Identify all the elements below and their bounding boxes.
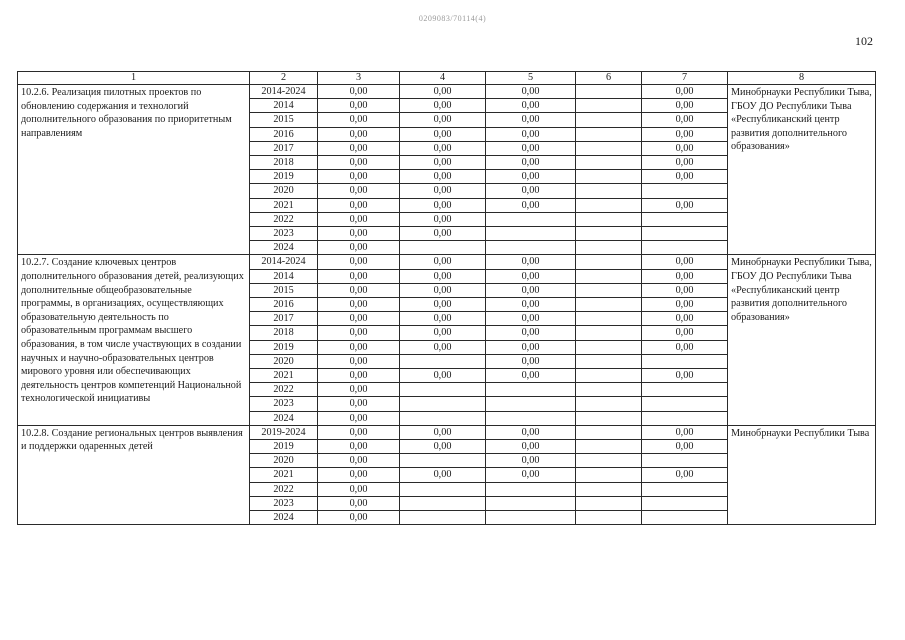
amount-cell: 0,00 [400, 227, 486, 241]
period-cell: 2016 [250, 127, 318, 141]
period-cell: 2014 [250, 99, 318, 113]
amount-cell [576, 227, 642, 241]
period-cell: 2014-2024 [250, 85, 318, 99]
amount-cell: 0,00 [318, 156, 400, 170]
amount-cell [576, 468, 642, 482]
amount-cell [642, 411, 728, 425]
period-cell: 2014 [250, 269, 318, 283]
amount-cell: 0,00 [400, 141, 486, 155]
period-cell: 2021 [250, 468, 318, 482]
amount-cell [576, 283, 642, 297]
amount-cell: 0,00 [642, 113, 728, 127]
amount-cell [642, 397, 728, 411]
amount-cell [576, 127, 642, 141]
amount-cell: 0,00 [486, 113, 576, 127]
amount-cell: 0,00 [642, 141, 728, 155]
amount-cell [642, 354, 728, 368]
period-cell: 2020 [250, 354, 318, 368]
amount-cell [486, 397, 576, 411]
amount-cell: 0,00 [486, 468, 576, 482]
amount-cell: 0,00 [318, 141, 400, 155]
header-row [18, 72, 876, 85]
amount-cell [486, 411, 576, 425]
amount-cell [576, 184, 642, 198]
amount-cell [642, 241, 728, 255]
period-cell: 2024 [250, 511, 318, 525]
amount-cell: 0,00 [318, 454, 400, 468]
table-row [18, 425, 876, 439]
amount-cell: 0,00 [642, 312, 728, 326]
period-cell: 2022 [250, 482, 318, 496]
amount-cell [486, 482, 576, 496]
period-cell: 2019 [250, 440, 318, 454]
amount-cell: 0,00 [642, 198, 728, 212]
amount-cell: 0,00 [400, 85, 486, 99]
amount-cell: 0,00 [318, 212, 400, 226]
amount-cell: 0,00 [400, 468, 486, 482]
amount-cell: 0,00 [642, 127, 728, 141]
amount-cell: 0,00 [318, 269, 400, 283]
amount-cell [576, 170, 642, 184]
amount-cell [486, 212, 576, 226]
amount-cell: 0,00 [486, 312, 576, 326]
amount-cell [642, 184, 728, 198]
amount-cell [576, 99, 642, 113]
amount-cell [576, 326, 642, 340]
amount-cell: 0,00 [318, 198, 400, 212]
amount-cell: 0,00 [318, 312, 400, 326]
period-cell: 2017 [250, 141, 318, 155]
column-header: 6 [576, 72, 642, 85]
amount-cell: 0,00 [400, 255, 486, 269]
amount-cell: 0,00 [318, 354, 400, 368]
amount-cell: 0,00 [486, 369, 576, 383]
amount-cell: 0,00 [486, 198, 576, 212]
amount-cell: 0,00 [318, 468, 400, 482]
amount-cell: 0,00 [318, 496, 400, 510]
period-cell: 2019 [250, 340, 318, 354]
amount-cell [642, 383, 728, 397]
amount-cell [486, 496, 576, 510]
executor-cell: Минобрнауки Республики Тыва [728, 425, 876, 524]
amount-cell: 0,00 [400, 156, 486, 170]
amount-cell: 0,00 [642, 283, 728, 297]
amount-cell [576, 212, 642, 226]
amount-cell [576, 141, 642, 155]
amount-cell: 0,00 [318, 397, 400, 411]
period-cell: 2021 [250, 369, 318, 383]
measure-description: 10.2.8. Создание региональных центров выявления и поддержки одаренных детей [18, 425, 250, 524]
amount-cell: 0,00 [486, 454, 576, 468]
amount-cell [576, 198, 642, 212]
amount-cell [576, 440, 642, 454]
amount-cell [400, 454, 486, 468]
amount-cell: 0,00 [642, 425, 728, 439]
amount-cell: 0,00 [318, 440, 400, 454]
amount-cell: 0,00 [642, 269, 728, 283]
amount-cell: 0,00 [318, 369, 400, 383]
period-cell: 2019-2024 [250, 425, 318, 439]
amount-cell: 0,00 [400, 369, 486, 383]
amount-cell: 0,00 [318, 170, 400, 184]
amount-cell [576, 411, 642, 425]
column-header: 1 [18, 72, 250, 85]
amount-cell: 0,00 [318, 511, 400, 525]
amount-cell [576, 340, 642, 354]
amount-cell [576, 397, 642, 411]
amount-cell: 0,00 [400, 170, 486, 184]
period-cell: 2024 [250, 241, 318, 255]
amount-cell [576, 425, 642, 439]
amount-cell: 0,00 [318, 411, 400, 425]
amount-cell: 0,00 [400, 298, 486, 312]
amount-cell: 0,00 [486, 85, 576, 99]
period-cell: 2016 [250, 298, 318, 312]
amount-cell [400, 511, 486, 525]
amount-cell: 0,00 [400, 198, 486, 212]
amount-cell: 0,00 [642, 170, 728, 184]
amount-cell: 0,00 [642, 369, 728, 383]
amount-cell: 0,00 [400, 184, 486, 198]
amount-cell: 0,00 [318, 227, 400, 241]
period-cell: 2023 [250, 397, 318, 411]
amount-cell: 0,00 [486, 127, 576, 141]
executor-cell: Минобрнауки Республики Тыва, ГБОУ ДО Республики Тыва «Республиканский центр развития дополнительного образования» [728, 255, 876, 425]
amount-cell: 0,00 [486, 326, 576, 340]
amount-cell: 0,00 [400, 269, 486, 283]
amount-cell [576, 454, 642, 468]
period-cell: 2019 [250, 170, 318, 184]
amount-cell [576, 298, 642, 312]
period-cell: 2014-2024 [250, 255, 318, 269]
amount-cell: 0,00 [486, 269, 576, 283]
page-number: 102 [855, 34, 873, 48]
amount-cell: 0,00 [318, 113, 400, 127]
column-header: 5 [486, 72, 576, 85]
amount-cell [400, 411, 486, 425]
amount-cell [400, 241, 486, 255]
amount-cell: 0,00 [318, 241, 400, 255]
measure-description: 10.2.6. Реализация пилотных проектов по обновлению содержания и технологий дополнительного образования по приоритетным направлениям [18, 85, 250, 255]
amount-cell: 0,00 [400, 99, 486, 113]
column-header: 3 [318, 72, 400, 85]
period-cell: 2015 [250, 113, 318, 127]
amount-cell: 0,00 [486, 440, 576, 454]
amount-cell: 0,00 [642, 468, 728, 482]
column-header: 2 [250, 72, 318, 85]
amount-cell [642, 496, 728, 510]
amount-cell: 0,00 [642, 255, 728, 269]
period-cell: 2018 [250, 326, 318, 340]
amount-cell [576, 113, 642, 127]
amount-cell: 0,00 [318, 383, 400, 397]
amount-cell: 0,00 [318, 283, 400, 297]
amount-cell: 0,00 [486, 99, 576, 113]
amount-cell [400, 482, 486, 496]
amount-cell [642, 454, 728, 468]
amount-cell: 0,00 [486, 425, 576, 439]
amount-cell: 0,00 [486, 184, 576, 198]
amount-cell: 0,00 [318, 99, 400, 113]
period-cell: 2022 [250, 212, 318, 226]
amount-cell [576, 156, 642, 170]
amount-cell: 0,00 [400, 312, 486, 326]
amount-cell [400, 496, 486, 510]
amount-cell [576, 496, 642, 510]
amount-cell [642, 511, 728, 525]
amount-cell: 0,00 [486, 283, 576, 297]
amount-cell: 0,00 [318, 184, 400, 198]
amount-cell: 0,00 [486, 340, 576, 354]
amount-cell: 0,00 [318, 340, 400, 354]
amount-cell [400, 397, 486, 411]
amount-cell: 0,00 [642, 298, 728, 312]
amount-cell [642, 212, 728, 226]
period-cell: 2024 [250, 411, 318, 425]
amount-cell [486, 241, 576, 255]
amount-cell: 0,00 [486, 354, 576, 368]
column-header: 7 [642, 72, 728, 85]
amount-cell: 0,00 [400, 127, 486, 141]
period-cell: 2020 [250, 184, 318, 198]
amount-cell [576, 383, 642, 397]
amount-cell: 0,00 [318, 298, 400, 312]
amount-cell: 0,00 [318, 85, 400, 99]
amount-cell: 0,00 [318, 425, 400, 439]
amount-cell [576, 312, 642, 326]
amount-cell [576, 255, 642, 269]
amount-cell: 0,00 [486, 156, 576, 170]
amount-cell [576, 511, 642, 525]
budget-table [17, 71, 876, 525]
table-row [18, 85, 876, 99]
amount-cell [576, 482, 642, 496]
period-cell: 2023 [250, 227, 318, 241]
amount-cell: 0,00 [642, 99, 728, 113]
amount-cell: 0,00 [486, 141, 576, 155]
amount-cell: 0,00 [642, 340, 728, 354]
amount-cell [642, 227, 728, 241]
period-cell: 2023 [250, 496, 318, 510]
amount-cell [576, 241, 642, 255]
amount-cell: 0,00 [400, 212, 486, 226]
period-cell: 2022 [250, 383, 318, 397]
measure-description: 10.2.7. Создание ключевых центров дополнительного образования детей, реализующих дополнительные общеобразовательные программы, в организациях, осуществляющих образовательную деятельность по образовательным программам высшего образования, в том числе участвующих в создании научных и научно-образовательных центров мирового уровня или обеспечивающих деятельность центров компетенций Национальной технологической инициативы [18, 255, 250, 425]
amount-cell: 0,00 [400, 283, 486, 297]
amount-cell: 0,00 [486, 170, 576, 184]
amount-cell: 0,00 [486, 298, 576, 312]
amount-cell [486, 227, 576, 241]
column-header: 8 [728, 72, 876, 85]
amount-cell: 0,00 [318, 127, 400, 141]
document-stamp: 0209083/70114(4) [418, 14, 487, 23]
amount-cell [576, 369, 642, 383]
amount-cell: 0,00 [642, 156, 728, 170]
amount-cell: 0,00 [400, 113, 486, 127]
column-header: 4 [400, 72, 486, 85]
amount-cell [400, 383, 486, 397]
amount-cell: 0,00 [400, 326, 486, 340]
amount-cell: 0,00 [642, 85, 728, 99]
period-cell: 2017 [250, 312, 318, 326]
amount-cell [576, 269, 642, 283]
amount-cell: 0,00 [486, 255, 576, 269]
amount-cell: 0,00 [400, 425, 486, 439]
executor-cell: Минобрнауки Республики Тыва, ГБОУ ДО Республики Тыва «Республиканский центр развития дополнительного образования» [728, 85, 876, 255]
amount-cell: 0,00 [318, 255, 400, 269]
period-cell: 2015 [250, 283, 318, 297]
amount-cell [642, 482, 728, 496]
amount-cell: 0,00 [642, 440, 728, 454]
amount-cell [400, 354, 486, 368]
amount-cell [486, 383, 576, 397]
table-body [18, 72, 876, 525]
period-cell: 2018 [250, 156, 318, 170]
amount-cell: 0,00 [400, 340, 486, 354]
period-cell: 2021 [250, 198, 318, 212]
period-cell: 2020 [250, 454, 318, 468]
amount-cell [486, 511, 576, 525]
amount-cell: 0,00 [400, 440, 486, 454]
amount-cell [576, 354, 642, 368]
amount-cell [576, 85, 642, 99]
table-row [18, 255, 876, 269]
amount-cell: 0,00 [642, 326, 728, 340]
amount-cell: 0,00 [318, 326, 400, 340]
amount-cell: 0,00 [318, 482, 400, 496]
